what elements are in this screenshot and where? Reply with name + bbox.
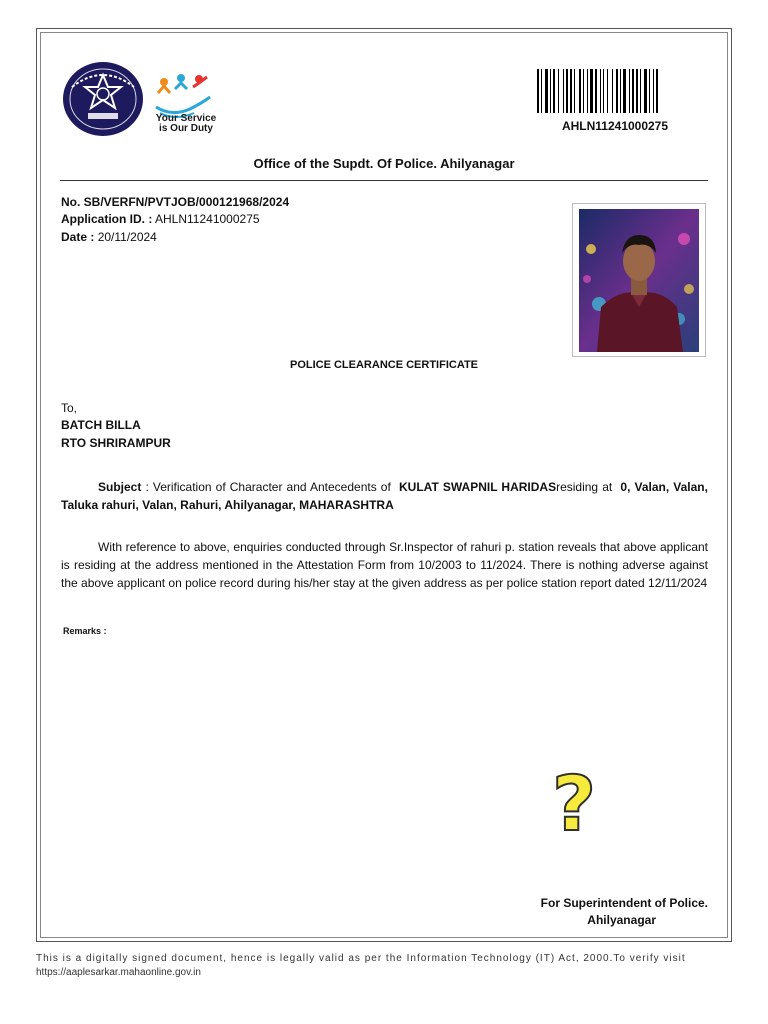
signature-unverified-mark: ?: [552, 759, 597, 848]
application-id-label: Application ID. :: [61, 212, 153, 226]
service-tagline: [148, 114, 224, 134]
digital-signature-note: This is a digitally signed document, hence is legally valid as per the Information Technology (IT) Act, 2000.To verify visit: [36, 953, 686, 964]
issue-date: [61, 229, 157, 245]
application-id: [61, 211, 260, 227]
addressee-office: RTO SHRIRAMPUR: [61, 436, 171, 450]
remarks-label: Remarks :: [63, 626, 107, 636]
reference-number-text: No. SB/VERFN/PVTJOB/000121968/2024: [61, 195, 290, 209]
salutation: To,: [61, 401, 78, 415]
signatory-location: Ahilyanagar: [587, 913, 656, 927]
maharashtra-police-emblem: [62, 61, 144, 137]
service-line-2: is Our Duty: [159, 123, 213, 134]
office-title: Office of the Supdt. Of Police. Ahilyanagar: [253, 156, 515, 171]
applicant-name: KULAT SWAPNIL HARIDAS: [399, 480, 557, 494]
service-line-1: Your Service: [155, 113, 217, 124]
body-paragraph: [61, 538, 708, 592]
verification-url[interactable]: https://aaplesarkar.mahaonline.gov.in: [36, 967, 201, 978]
addressee-name: BATCH BILLA: [61, 418, 141, 432]
header-divider: [60, 180, 708, 181]
application-id-value: AHLN11241000275: [155, 212, 260, 226]
barcode-number: AHLN11241000275: [561, 119, 669, 133]
subject-text: : Verification of Character and Antecedents of: [141, 480, 395, 494]
subject-paragraph: [61, 478, 708, 514]
reference-number: [61, 194, 289, 210]
subject-label: Subject: [98, 480, 142, 494]
applicant-address: 0, Valan, Valan, Taluka rahuri, Valan, Rahuri, Ahilyanagar, MAHARASHTRA: [61, 480, 708, 512]
issue-date-label: Date :: [61, 230, 95, 244]
issue-date-value: 20/11/2024: [97, 230, 157, 244]
signatory-title: For Superintendent of Police.: [540, 896, 708, 910]
body-text: With reference to above, enquiries conducted through Sr.Inspector of rahuri p. station reveals that above applicant is residing at the address mentioned in the Attestation Form from 10/2003 to 11/2024. There is nothing adverse against the above applicant on police record during his/her stay at the given address as per police station report dated 12/11/2024: [61, 540, 708, 590]
certificate-title: POLICE CLEARANCE CERTIFICATE: [289, 359, 479, 371]
subject-residing: residing at: [556, 480, 617, 494]
barcode: [537, 69, 705, 113]
applicant-photo: [579, 209, 699, 352]
